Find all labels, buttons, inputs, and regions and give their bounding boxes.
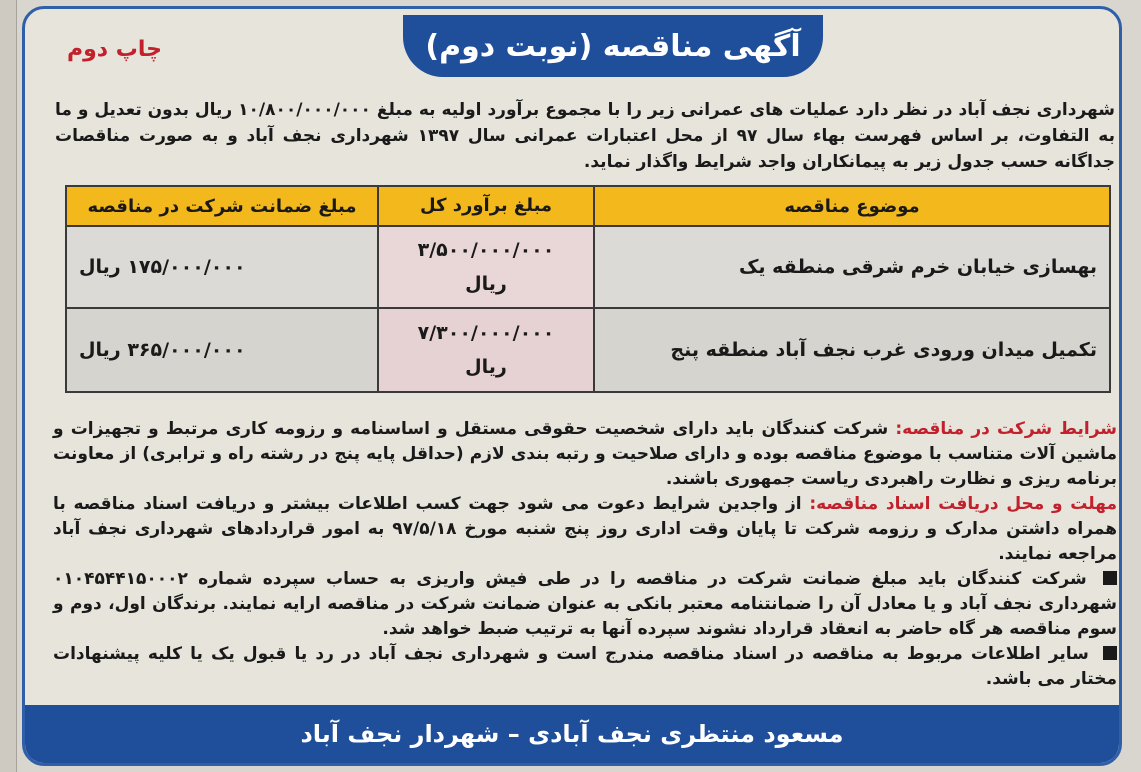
signature-banner — [25, 705, 1119, 763]
deadline-text: از واجدین شرایط دعوت می شود جهت کسب اطلاعات بیشتر و دریافت اسناد مناقصه با همراه داشتن مدارک و رزومه شرکت تا پایان وقت اداری روز پنج شنبه مورخ ۹۷/۵/۱۸ به امور قراردادهای شهرداری نجف آباد مراجعه نمایند. — [53, 494, 1117, 564]
edition-label: چاپ دوم — [67, 37, 162, 62]
square-bullet-icon — [1103, 646, 1117, 660]
row-guarantee: ۱۷۵/۰۰۰/۰۰۰ ریال — [66, 226, 378, 308]
deadline-paragraph — [53, 492, 1117, 567]
deadline-label: مهلت و محل دریافت اسناد مناقصه: — [809, 494, 1117, 514]
intro-paragraph: شهرداری نجف آباد در نظر دارد عملیات های عمرانی زیر را با مجموع برآورد اولیه به مبلغ ۱۰/۸۰۰/۰۰۰/۰۰۰ ریال بدون تعدیل و ما به التفاوت، بر اساس فهرست بهاء سال ۹۷ از محل اعتبارات عمرانی سال ۱۳۹۷ شهرداری نجف آباد و به صورت مناقصات جداگانه حسب جدول زیر به پیمانکاران واجد شرایط واگذار نماید. — [55, 100, 1116, 172]
notice-title: آگهی مناقصه (نوبت دوم) — [425, 28, 801, 64]
estimate-unit: ریال — [465, 356, 507, 378]
tender-notice — [22, 6, 1122, 766]
other-info-text: سایر اطلاعات مربوط به مناقصه در اسناد مناقصه مندرج است و شهرداری نجف آباد در رد یا قبول یک یا کلیه پیشنهادات مختار می باشد. — [53, 644, 1117, 689]
table-row — [66, 308, 1110, 392]
table-header-row — [66, 186, 1110, 226]
row-subject: بهسازی خیابان خرم شرقی منطقه یک — [594, 226, 1110, 308]
guarantee-text: شرکت کنندگان باید مبلغ ضمانت شرکت در مناقصه را در طی فیش واریزی به حساب سپرده شماره ۰۱۰۴۵۴۴۱۵۰۰۰۲ شهرداری نجف آباد و یا معادل آن را ضمانتنامه معتبر بانکی به عنوان ضمانت شرکت در مناقصه ارایه نمایند. برندگان اول، دوم و سوم مناقصه هر گاه حاضر به انعقاد قرارداد نشوند سپرده آنها به ترتیب ضبط خواهد شد. — [53, 569, 1117, 639]
table-row — [66, 226, 1110, 308]
participation-paragraph — [53, 417, 1117, 492]
estimate-amount: ۳/۵۰۰/۰۰۰/۰۰۰ — [417, 239, 555, 261]
estimate-amount: ۷/۳۰۰/۰۰۰/۰۰۰ — [417, 322, 555, 344]
adjacent-column-edge — [0, 0, 17, 772]
participation-label: شرایط شرکت در مناقصه: — [895, 419, 1117, 439]
header-guarantee: مبلغ ضمانت شرکت در مناقصه — [66, 186, 378, 226]
title-banner — [403, 15, 823, 77]
estimate-unit: ریال — [465, 273, 507, 295]
square-bullet-icon — [1103, 571, 1117, 585]
row-subject: تکمیل میدان ورودی غرب نجف آباد منطقه پنج — [594, 308, 1110, 392]
tender-table — [65, 185, 1111, 393]
row-estimate — [378, 308, 594, 392]
row-estimate — [378, 226, 594, 308]
guarantee-paragraph — [53, 567, 1117, 642]
header-estimate: مبلغ برآورد کل — [378, 186, 594, 226]
participation-text: شرکت کنندگان باید دارای شخصیت حقوقی مستقل و اساسنامه و رزومه کاری مرتبط و تجهیزات و ماشین آلات متناسب با موضوع مناقصه بوده و دارای صلاحیت و رتبه بندی لازم (حداقل پایه پنج در رشته راه و ترابری) از معاونت برنامه ریزی و نظارت راهبردی ریاست جمهوری باشند. — [53, 419, 1117, 489]
header-subject: موضوع مناقصه — [594, 186, 1110, 226]
conditions-section — [53, 417, 1117, 692]
row-guarantee: ۳۶۵/۰۰۰/۰۰۰ ریال — [66, 308, 378, 392]
mayor-signature: مسعود منتظری نجف آبادی – شهردار نجف آباد — [300, 720, 844, 748]
other-info-paragraph — [53, 642, 1117, 692]
